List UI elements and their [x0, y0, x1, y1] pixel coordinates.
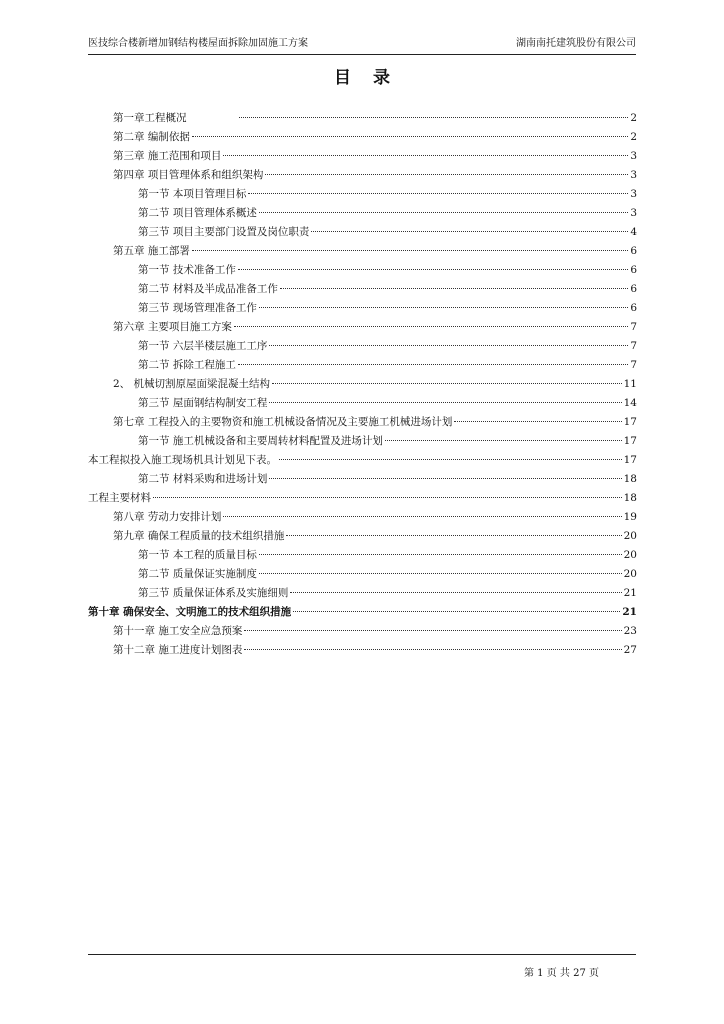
page-number: 第 1 页 共 27 页	[524, 968, 599, 979]
toc-leader	[286, 535, 621, 536]
toc-entry-page: 17	[623, 416, 637, 428]
toc-entry[interactable]	[88, 604, 637, 620]
toc-entry-page: 6	[630, 283, 637, 295]
toc-entry[interactable]	[113, 243, 637, 259]
toc-entry[interactable]	[113, 110, 637, 126]
toc-leader	[223, 155, 628, 156]
toc-leader	[279, 459, 622, 460]
toc-entry-page: 20	[623, 549, 637, 561]
toc-entry[interactable]	[113, 129, 637, 145]
toc-entry-page: 20	[623, 568, 637, 580]
header-document-title: 医技综合楼新增加钢结构楼屋面拆除加固施工方案	[88, 38, 308, 49]
toc-entry-page: 3	[630, 207, 637, 219]
toc-entry-label: 第三节 屋面钢结构制安工程	[138, 397, 268, 409]
toc-entry-label: 第八章 劳动力安排计划	[113, 511, 222, 523]
toc-entry-label: 2、 机械切割原屋面梁混凝土结构	[113, 378, 271, 390]
header-company-name: 湖南南托建筑股份有限公司	[516, 38, 636, 49]
toc-entry-label: 第三章 施工范围和项目	[113, 150, 222, 162]
toc-entry[interactable]	[138, 300, 637, 316]
toc-entry-label: 第十章 确保安全、文明施工的技术组织措施	[88, 606, 292, 618]
toc-entry-page: 17	[623, 435, 637, 447]
toc-entry[interactable]	[113, 148, 637, 164]
toc-entry[interactable]	[138, 205, 637, 221]
toc-entry[interactable]	[113, 623, 637, 639]
toc-leader	[269, 478, 621, 479]
toc-leader	[311, 231, 628, 232]
toc-entry-label: 第一节 技术准备工作	[138, 264, 236, 276]
toc-entry-label: 第六章 主要项目施工方案	[113, 321, 232, 333]
toc-entry[interactable]	[113, 509, 637, 525]
toc-entry-page: 3	[630, 169, 637, 181]
toc-entry-page: 19	[623, 511, 637, 523]
toc-leader	[248, 193, 628, 194]
toc-entry-page: 20	[623, 530, 637, 542]
toc-entry-label: 第二节 拆除工程施工	[138, 359, 236, 371]
page-header	[88, 36, 636, 55]
toc-leader	[244, 649, 621, 650]
toc-leader	[192, 250, 628, 251]
toc-entry[interactable]	[113, 319, 637, 335]
toc-leader	[192, 136, 628, 137]
toc-entry-page: 21	[623, 587, 637, 599]
toc-entry-page: 14	[623, 397, 637, 409]
toc-entry[interactable]	[138, 395, 637, 411]
toc-entry-label: 第三节 质量保证体系及实施细则	[138, 587, 289, 599]
toc-entry-page: 17	[623, 454, 637, 466]
toc-entry-label: 第一章工程概况	[113, 112, 187, 124]
toc-entry-label: 第一节 本项目管理目标	[138, 188, 247, 200]
toc-leader	[385, 440, 622, 441]
toc-entry-label: 第二章 编制依据	[113, 131, 190, 143]
toc-entry[interactable]	[88, 490, 637, 506]
toc-entry-page: 7	[630, 359, 637, 371]
toc-entry-page: 27	[623, 644, 637, 656]
toc-entry-label: 第一节 六层半楼层施工工序	[138, 340, 268, 352]
toc-leader	[280, 288, 628, 289]
toc-leader	[223, 516, 621, 517]
toc-entry-page: 6	[630, 264, 637, 276]
toc-entry-page: 7	[630, 340, 637, 352]
toc-entry-label: 第十二章 施工进度计划图表	[113, 644, 243, 656]
toc-leader	[239, 117, 629, 118]
toc-entry[interactable]	[138, 338, 637, 354]
toc-entry-page: 6	[630, 302, 637, 314]
toc-entry-page: 3	[630, 150, 637, 162]
toc-entry-label: 本工程拟投入施工现场机具计划见下表。	[88, 454, 277, 466]
toc-entry-page: 18	[623, 492, 637, 504]
toc-entry-label: 第七章 工程投入的主要物资和施工机械设备情况及主要施工机械进场计划	[113, 416, 453, 428]
toc-entry-page: 18	[623, 473, 637, 485]
toc-leader	[238, 364, 628, 365]
toc-leader	[272, 383, 622, 384]
toc-entry-page: 7	[630, 321, 637, 333]
toc-entry-label: 第四章 项目管理体系和组织架构	[113, 169, 264, 181]
toc-entry-label: 第三节 项目主要部门设置及岗位职责	[138, 226, 310, 238]
toc-entry[interactable]	[138, 357, 637, 373]
toc-leader	[269, 402, 621, 403]
toc-leader	[269, 345, 628, 346]
toc-entry-label: 第九章 确保工程质量的技术组织措施	[113, 530, 285, 542]
toc-entry[interactable]	[113, 642, 637, 658]
footer-divider	[88, 954, 636, 955]
toc-entry[interactable]	[88, 452, 637, 468]
toc-leader	[265, 174, 628, 175]
toc-entry[interactable]	[138, 433, 637, 449]
toc-entry-page: 11	[623, 378, 637, 390]
toc-entry-page: 23	[623, 625, 637, 637]
toc-leader	[259, 554, 622, 555]
toc-entry-label: 第一节 施工机械设备和主要周转材料配置及进场计划	[138, 435, 383, 447]
toc-entry-page: 2	[630, 112, 637, 124]
toc-leader	[234, 326, 628, 327]
toc-entry-label: 第二节 材料及半成品准备工作	[138, 283, 278, 295]
toc-entry[interactable]	[138, 262, 637, 278]
toc-entry[interactable]	[138, 585, 637, 601]
toc-entry-page: 2	[630, 131, 637, 143]
toc-entry-label: 第三节 现场管理准备工作	[138, 302, 257, 314]
toc-leader	[238, 269, 628, 270]
toc-leader	[153, 497, 622, 498]
toc-entry-page: 6	[630, 245, 637, 257]
toc-leader	[244, 630, 621, 631]
toc-entry[interactable]	[138, 566, 637, 582]
toc-leader	[454, 421, 621, 422]
toc-entry-label: 第一节 本工程的质量目标	[138, 549, 257, 561]
toc-leader	[259, 212, 628, 213]
toc-leader	[293, 611, 620, 612]
toc-entry-label: 第二节 质量保证实施制度	[138, 568, 257, 580]
toc-entry-label: 第二节 材料采购和进场计划	[138, 473, 268, 485]
toc-entry[interactable]	[138, 547, 637, 563]
toc-entry-page: 21	[622, 606, 637, 618]
toc-leader	[259, 307, 628, 308]
page-title: 目录	[334, 68, 412, 88]
toc-entry[interactable]	[113, 167, 637, 183]
toc-entry[interactable]	[138, 186, 637, 202]
toc-entry[interactable]	[113, 376, 637, 392]
toc-entry-label: 第二节 项目管理体系概述	[138, 207, 257, 219]
toc-entry[interactable]	[113, 414, 637, 430]
toc-entry-page: 3	[630, 188, 637, 200]
toc-leader	[259, 573, 622, 574]
toc-entry-page: 4	[630, 226, 637, 238]
toc-entry-label: 第五章 施工部署	[113, 245, 190, 257]
toc-entry-label: 工程主要材料	[88, 492, 151, 504]
toc-entry-label: 第十一章 施工安全应急预案	[113, 625, 243, 637]
toc-entry[interactable]	[138, 471, 637, 487]
toc-entry[interactable]	[138, 281, 637, 297]
toc-leader	[290, 592, 621, 593]
toc-entry[interactable]	[113, 528, 637, 544]
toc-entry[interactable]	[138, 224, 637, 240]
